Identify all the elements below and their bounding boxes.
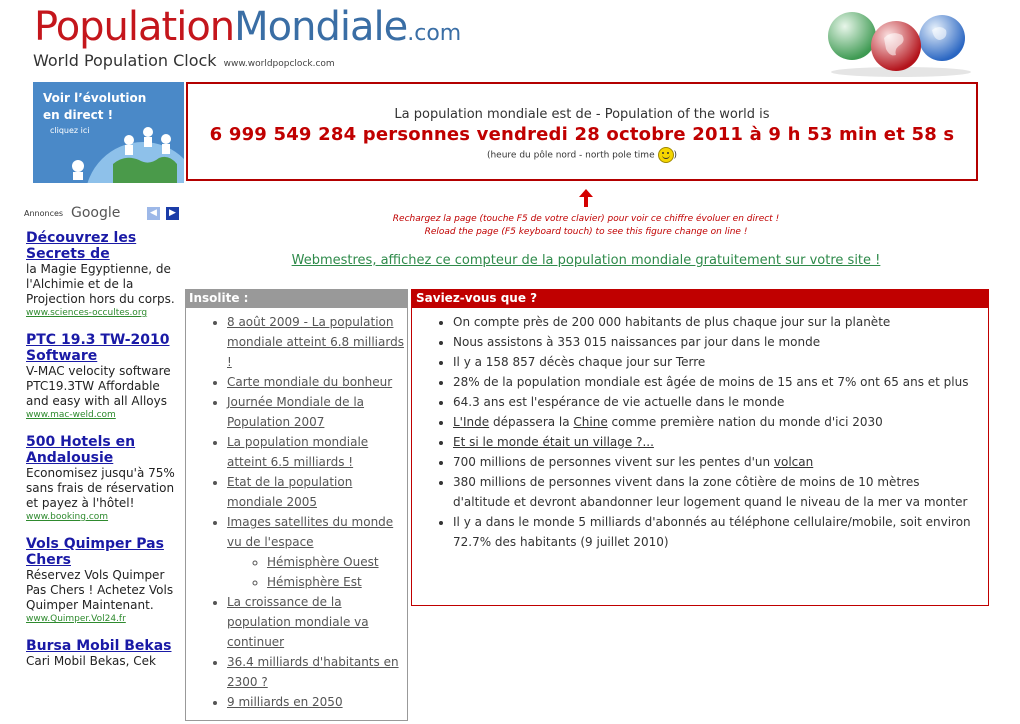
chine-link[interactable]: Chine: [573, 415, 608, 429]
list-item: [227, 692, 407, 712]
list-item: [453, 432, 978, 452]
earth-icon: [33, 82, 184, 183]
list-item: [227, 512, 407, 592]
ad-url[interactable]: www.booking.com: [26, 512, 109, 522]
ads-list: [26, 230, 182, 681]
ads-label: Annonces: [24, 209, 64, 218]
ad-url[interactable]: www.sciences-occultes.org: [26, 308, 148, 318]
logo-population: Population: [34, 4, 235, 50]
list-item: [227, 432, 407, 472]
list-item: • 64.3 ans est l'espérance de vie actuelle dans le monde: [453, 392, 978, 412]
timezone-close: ): [673, 150, 678, 161]
subtitle-text: World Population Clock: [33, 51, 217, 70]
list-item: [227, 372, 407, 392]
volcan-text: 700 millions de personnes vivent sur les pentes d'un: [453, 455, 774, 469]
ad-description: Réservez Vols Quimper Pas Chers ! Achetez Vols Quimper Maintenant.: [26, 568, 174, 612]
live-evolution-promo[interactable]: [33, 82, 184, 183]
counter-intro: La population mondiale est de - Population of the world is: [394, 107, 770, 122]
insolite-panel: [185, 289, 408, 721]
reload-text-en: Reload the page (F5 keyboard touch) to see this figure change on line !: [424, 227, 748, 237]
logo-dotcom: .com: [407, 21, 462, 46]
ad-title[interactable]: Vols Quimper Pas Chers: [26, 536, 164, 568]
ad-title[interactable]: PTC 19.3 TW-2010 Software: [26, 332, 170, 364]
population-counter: [186, 82, 978, 181]
list-item: • 28% de la population mondiale est âgée de moins de 15 ans et 7% ont 65 ans et plus: [453, 372, 978, 392]
volcan-link[interactable]: volcan: [773, 455, 814, 469]
inde-text-post: comme première nation du monde d'ici 2030: [607, 415, 883, 429]
site-logo[interactable]: [34, 4, 461, 57]
insolite-sublist: [227, 552, 407, 592]
globes-icon: [826, 8, 976, 78]
list-item: • 380 millions de personnes vivent dans la zone côtière de moins de 10 mètres d'altitude et devront abandonner leur logement quand le niveau de la mer va monter: [453, 472, 978, 512]
insolite-sublink[interactable]: Hémisphère Est: [267, 575, 362, 589]
insolite-link[interactable]: La population mondiale atteint 6.5 milliards !: [227, 435, 369, 469]
insolite-link[interactable]: Journée Mondiale de la Population 2007: [227, 395, 365, 429]
ad-title[interactable]: Découvrez les Secrets de: [26, 230, 137, 262]
ad-title[interactable]: 500 Hotels en Andalousie: [26, 434, 136, 466]
insolite-link[interactable]: 8 août 2009 - La population mondiale atteint 6.8 milliards !: [227, 315, 404, 369]
ad-description: Economisez jusqu'à 75% sans frais de réservation et payez à l'hôtel!: [26, 466, 175, 510]
list-item: [227, 472, 407, 512]
insolite-link[interactable]: Carte mondiale du bonheur: [227, 375, 393, 389]
reload-text-fr: Rechargez la page (touche F5 de votre clavier) pour voir ce chiffre évoluer en direct !: [392, 214, 780, 224]
did-you-know-panel: [411, 289, 989, 606]
list-item: [227, 312, 407, 372]
ad-title[interactable]: Bursa Mobil Bekas: [26, 638, 172, 654]
subtitle-url: www.worldpopclock.com: [223, 59, 335, 69]
list-item: • On compte près de 200 000 habitants de plus chaque jour sur la planète: [453, 312, 978, 332]
google-logo: Google: [71, 205, 121, 221]
ad-url[interactable]: www.Quimper.Vol24.fr: [26, 614, 126, 624]
insolite-header: Insolite :: [186, 290, 407, 308]
did-you-know-header: Saviez-vous que ?: [412, 290, 988, 308]
ad-url[interactable]: www.mac-weld.com: [26, 410, 116, 420]
site-subtitle: [33, 51, 335, 70]
webmaster-link[interactable]: Webmestres, affichez ce compteur de la population mondiale gratuitement sur votre site !: [291, 253, 881, 268]
insolite-link[interactable]: 36.4 milliards d'habitants en 2300 ?: [227, 655, 399, 689]
ad-description: la Magie Egyptienne, de l'Alchimie et de la Projection hors du corps.: [26, 262, 175, 306]
did-you-know-list: [412, 312, 988, 552]
insolite-link[interactable]: La croissance de la population mondiale va continuer: [227, 595, 369, 649]
ad-description: Cari Mobil Bekas, Cek: [26, 654, 156, 668]
inde-text-mid: dépassera la: [489, 415, 574, 429]
insolite-link[interactable]: Etat de la population mondiale 2005: [227, 475, 353, 509]
ads-header: [24, 205, 184, 223]
list-item: [267, 572, 407, 592]
list-item: [227, 592, 407, 652]
list-item: • Nous assistons à 353 015 naissances par jour dans le monde: [453, 332, 978, 352]
list-item: • Il y a dans le monde 5 milliards d'abonnés au téléphone cellulaire/mobile, soit environ 72.7% des habitants (9 juillet 2010): [453, 512, 978, 552]
list-item: [453, 412, 978, 432]
reload-instructions: [186, 213, 986, 239]
webmaster-banner: [186, 253, 986, 268]
village-link[interactable]: Et si le monde était un village ?...: [453, 435, 654, 449]
insolite-link[interactable]: 9 milliards en 2050: [227, 695, 343, 709]
list-item: [227, 392, 407, 432]
ad-item: [26, 536, 182, 626]
ad-item: [26, 332, 182, 422]
logo-mondiale: Mondiale: [234, 4, 408, 50]
ad-item: [26, 434, 182, 524]
ad-item: [26, 638, 182, 669]
list-item: [453, 452, 978, 472]
insolite-sublink[interactable]: Hémisphère Ouest: [267, 555, 379, 569]
list-item: [267, 552, 407, 572]
counter-value: 6 999 549 284 personnes vendredi 28 octobre 2011 à 9 h 53 min et 58 s: [209, 124, 955, 145]
ads-next-button[interactable]: ▶: [166, 207, 179, 220]
ad-item: [26, 230, 182, 320]
list-item: • Il y a 158 857 décès chaque jour sur Terre: [453, 352, 978, 372]
timezone-text: (heure du pôle nord - north pole time: [486, 150, 655, 161]
ad-description: V-MAC velocity software PTC19.3TW Affordable and easy with all Alloys: [26, 364, 171, 408]
counter-timezone: [188, 147, 976, 163]
insolite-link[interactable]: Images satellites du monde vu de l'espace: [227, 515, 394, 549]
promo-link[interactable]: cliquez ici: [50, 126, 90, 135]
ads-prev-button[interactable]: ◀: [147, 207, 160, 220]
list-item: [227, 652, 407, 692]
inde-link[interactable]: L'Inde: [453, 415, 490, 429]
insolite-list: [186, 312, 407, 712]
promo-title: Voir l’évolution en direct !: [43, 91, 147, 122]
smiley-icon: [658, 147, 674, 163]
arrow-up-icon: [577, 188, 595, 208]
